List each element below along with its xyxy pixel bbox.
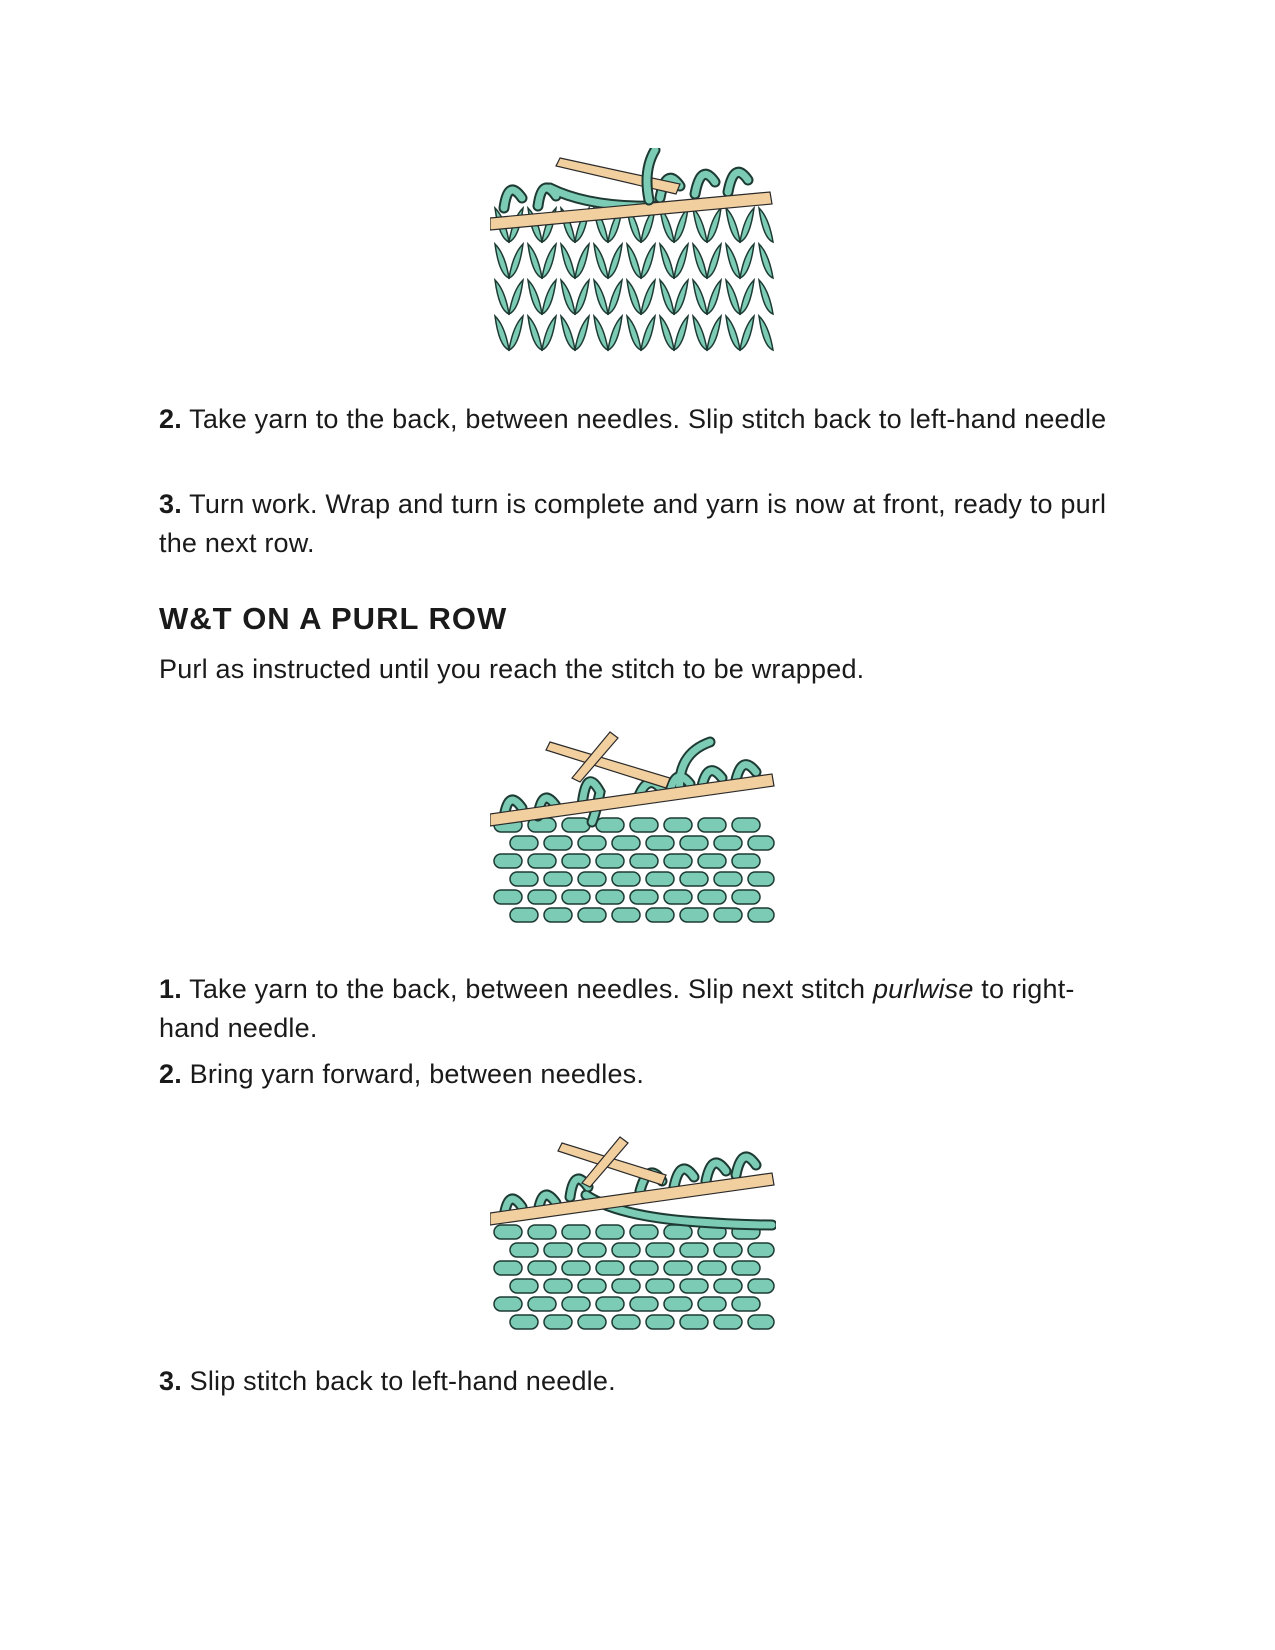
purl-slip-illustration (490, 728, 776, 928)
section-heading: W&T ON A PURL ROW (159, 601, 508, 636)
step-text-continued: to right-hand needle. (159, 974, 1075, 1043)
purl-step-2 (159, 1055, 1119, 1094)
step-text: Take yarn to the back, between needles. Slip next stitch (181, 974, 873, 1004)
knit-step-3 (159, 485, 1119, 563)
knit-step-2 (159, 400, 1119, 439)
step-text: Turn work. Wrap and turn is complete and yarn is now at front, ready to purl the next row. (159, 489, 1107, 558)
step-text: Bring yarn forward, between needles. (181, 1059, 645, 1089)
step-text: Slip stitch back to left-hand needle. (181, 1366, 616, 1396)
step-number: 2. (159, 1059, 182, 1089)
step-text: Take yarn to the back, between needles. Slip stitch back to left-hand needle (181, 404, 1107, 434)
emphasis-text: purlwise (872, 974, 974, 1004)
step-number: 3. (159, 1366, 182, 1396)
purl-step-1 (159, 970, 1119, 1048)
step-number: 2. (159, 404, 182, 434)
step-number: 3. (159, 489, 182, 519)
purl-intro: Purl as instructed until you reach the stitch to be wrapped. (159, 654, 865, 684)
purl-step-3 (159, 1362, 1119, 1401)
knit-wrap-illustration (490, 148, 776, 353)
purl-wrap-illustration (490, 1135, 776, 1335)
step-number: 1. (159, 974, 182, 1004)
